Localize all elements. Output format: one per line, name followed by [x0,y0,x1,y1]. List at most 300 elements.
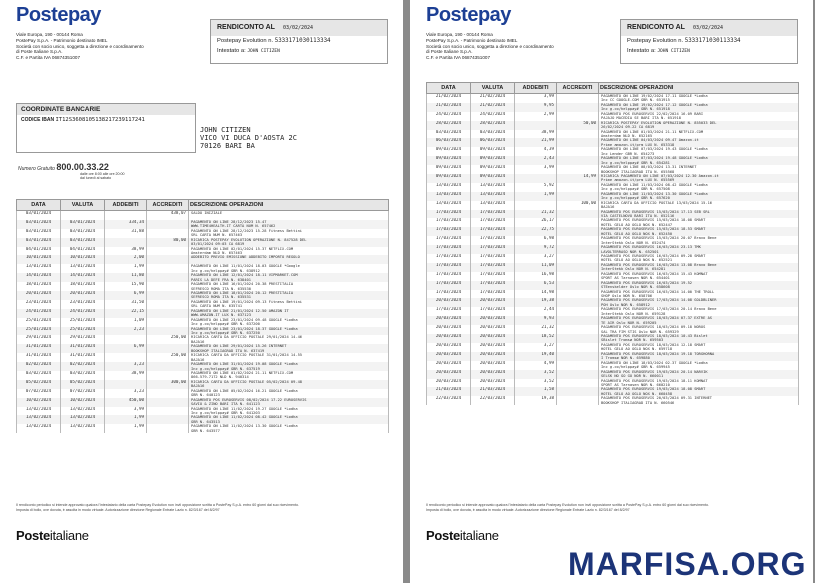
logo-regular: italiane [459,528,499,543]
table-row [427,138,799,147]
row-value-date: 31/01/2024 [61,344,105,353]
row-description-line: SAVIO & ZINO BARI ITA N. 641123 [191,402,260,407]
table-header [17,200,389,211]
row-debit: 3,52 [515,379,557,388]
row-date: 13/02/2024 [17,415,61,424]
row-date: 21/03/2024 [427,387,471,396]
row-value-date: 17/03/2024 [471,218,515,227]
row-credit [147,291,189,300]
row-description-line: PAGAMENTO POS EUROSERVIS 19/03/2024 18.08 SMART [601,387,706,392]
row-description [599,138,799,147]
row-value-date: 20/03/2024 [471,352,515,361]
table-row [427,94,799,103]
row-description [189,424,389,433]
report-date: 03/02/2024 [692,25,724,31]
row-description-line: PAGAMENTO ON LINE 16/01/2024 20.38 PRESTITALIA [191,282,294,287]
table-row [17,398,389,407]
row-description-line: PAGAMENTO ON LINE 01/02/2024 21.11 NETFLIX.COM [191,371,294,376]
legal-note [16,503,388,512]
row-description-line: PAGAMENTO POS EUROSERVIS 18/03/2024 07.37 EXTRE AS [601,316,713,321]
row-description-line: PAGAMENTO ON LINE 18/01/2024 20.12 PRESTITALIA [191,291,294,296]
row-credit: 250,00 [147,335,189,344]
table-row [17,362,389,371]
row-date: 23/01/2024 [17,300,61,309]
row-description [599,192,799,201]
postepay-logo: Postepay [426,4,511,26]
table-row [17,335,389,344]
row-debit [105,380,147,389]
table-row [17,291,389,300]
row-description [189,407,389,416]
row-description-line: RICARICA CARTA DA UFFICIO POSTALE 13/03/2024 15.16 [601,200,713,205]
row-description-line: Prime amazon.it/prm LUX N. 655569 [601,178,675,183]
table-row [427,361,799,370]
row-credit [557,272,599,281]
row-credit [147,318,189,327]
row-debit [105,238,147,247]
row-date: 13/03/2024 [427,192,471,201]
row-description-line: PAGAMENTO POS EUROSERVIS 18/03/2024 19.18 TORGHORNA [601,351,715,356]
table-row [17,300,389,309]
table-row [17,229,389,238]
table-row [427,236,799,245]
row-credit [557,165,599,174]
row-description-line: SEFRESCO ROMA ITA N. 635530 [191,286,251,291]
transactions-table [16,199,389,433]
row-date: 20/03/2024 [427,352,471,361]
row-debit: 3,99 [515,165,557,174]
row-description [599,174,799,183]
table-row [17,255,389,264]
row-debit: 11,09 [515,263,557,272]
row-debit: 9,72 [515,245,557,254]
row-date: 31/01/2024 [17,353,61,362]
row-debit: 1,09 [105,318,147,327]
issuer-address-line: Società con socio unico, soggetta a direzione e coordinamento [426,43,554,49]
row-value-date: 22/03/2024 [471,396,515,405]
row-date: 25/01/2024 [17,318,61,327]
row-credit [557,379,599,388]
row-description-line: Inc g.co/helppay# GBR N. 637200 [191,322,260,327]
row-description-line: SELSK NO GO GO NOR N. 660011 [601,374,664,379]
row-credit [557,138,599,147]
row-description [599,370,799,379]
row-debit: 21,99 [515,138,557,147]
issuer-address-line: Società con socio unico, soggetta a direzione e coordinamento [16,43,144,49]
table-row [17,273,389,282]
row-date: 20/03/2024 [427,298,471,307]
table-row [17,238,389,247]
row-date: 17/03/2024 [427,210,471,219]
row-date: 18/01/2024 [17,282,61,291]
row-value-date: 03/02/2024 [61,371,105,380]
row-description-line: SBislet Tromsø NOR N. 659503 [601,338,664,343]
row-description-line: PAGAMENTO POS EUROSERVIS 16/03/2024 09.28 SMART [601,254,706,259]
holder-label: Intestato a: [627,48,656,54]
row-value-date: 17/03/2024 [471,210,515,219]
table-row [17,318,389,327]
issuer-address [426,32,576,61]
logo-regular: italiane [49,528,89,543]
row-date: 14/01/2024 [17,273,61,282]
table-row [17,309,389,318]
table-row [17,282,389,291]
row-value-date: 13/02/2024 [61,424,105,433]
holder-name: JOHN CITIZEN [657,49,690,54]
row-debit: 6,99 [105,344,147,353]
report-title [211,20,387,36]
table-row [17,344,389,353]
row-description-line: HOTEL GELO AO OGLO NOX N. 659718 [601,347,673,352]
row-value-date: 03/01/2024 [61,238,105,247]
row-debit: 9,95 [515,103,557,112]
row-date: 17/03/2024 [427,290,471,299]
table-row [427,281,799,290]
table-row [17,220,389,229]
row-date: 31/01/2024 [17,344,61,353]
row-value-date: 20/03/2024 [471,361,515,370]
row-debit: 38,99 [105,247,147,256]
row-description-line: RICARICA CARTA DA UFFICIO POSTALE 29/01/2024 14.46 [191,335,303,340]
row-credit [147,344,189,353]
row-value-date: 24/01/2024 [61,309,105,318]
row-date: 24/02/2024 [427,112,471,121]
table-row [17,371,389,380]
row-debit: 15,90 [105,282,147,291]
row-credit [147,415,189,424]
row-description [599,263,799,272]
table-row [427,316,799,325]
row-description-line: SPORT AS Tarnasen NOR N. 654401 [601,276,670,281]
row-credit [147,273,189,282]
row-description-line: PAGAMENTO POS EUROSERVIS 15/03/2024 17.13 SEB SRL [601,209,710,214]
row-credit: 50,00 [557,121,599,130]
row-description-line: GBR N. 640123 [191,393,220,398]
row-description-line: PAGAMENTO ON LINE 01/03/2024 21.11 NETFLIX.COM [601,129,704,134]
row-value-date: 13/02/2024 [61,415,105,424]
row-value-date: 20/03/2024 [471,334,515,343]
row-description-line: Amsterdam NLD N. 657463 [191,250,243,255]
bank-coordinates-box [16,103,196,153]
row-value-date: 10/01/2024 [61,255,105,264]
statement-page-2 [410,0,813,583]
row-value-date: 20/03/2024 [471,370,515,379]
card-label: Postepay Evolution n. [217,38,274,44]
row-credit [147,389,189,398]
card-number: 5333171030113334 [684,38,741,44]
row-debit: 3,23 [105,362,147,371]
tollfree-label: Numero Gratuito [18,166,55,172]
row-description-line: PAGAMENTO ON LINE 11/02/2024 08.42 GOOGLE *Lodha [191,415,298,420]
row-description-line: HOTEL GELO AO OGLO NOX N. 652521 [601,258,673,263]
row-description-line: PAGAMENTO POS EUROSERVIS 17/03/2024 20.14 Bravo Bene [601,307,717,312]
row-debit [515,201,557,210]
row-description-line: RICARICA POSTEPAY EVOLUTION OPERAZIONE N. 855033 DEL [601,120,717,125]
row-date: 20/03/2024 [427,361,471,370]
row-date: 17/03/2024 [427,245,471,254]
row-value-date: 21/02/2024 [471,103,515,112]
table-row [17,415,389,424]
table-row [427,218,799,227]
row-credit [557,334,599,343]
row-description-line: PAGAMENTO ON LINE 29/01/2024 15.26 INTERNET [191,344,287,349]
row-description-line: Inc g.co/helppay# GBR N. 657620 [601,196,670,201]
recipient-line: VICO VI DUCA D'AOSTA 2C [200,134,297,142]
row-debit: 1,58 [515,387,557,396]
row-description-line: PAGAMENTO ON LINE 05/02/2024 16.21 GOOGLE *Lodha [191,388,298,393]
row-description-line: BAJA16 [191,384,205,389]
row-description [599,236,799,245]
row-value-date: 20/03/2024 [471,325,515,334]
table-row [427,290,799,299]
row-credit [557,343,599,352]
row-description-line: 866-579-7172 NLD N. 940314 [191,375,249,380]
row-description-line: SRL CARTA NUM N. 657463 [191,233,243,238]
row-value-date: 31/01/2024 [61,353,105,362]
row-date: 09/03/2024 [427,165,471,174]
row-description-line: PAGAMENTO ON LINE 28/12/2023 15.47 [191,219,267,224]
row-credit [147,327,189,336]
row-description-line: PAGAMENTO ON LINE 12/01/2024 18.11 VIPMARKET.COM [191,273,298,278]
table-row [427,174,799,183]
row-debit: 6,99 [105,291,147,300]
row-credit [557,325,599,334]
row-description-line: I Tromsø NOR N. 659880 [601,356,650,361]
row-description-line: RICARICA POSTEPAY EVOLUTION OPERAZIONE N. 847528 DEL [191,237,307,242]
logo-bold: Poste [426,528,460,543]
row-date: 20/03/2024 [427,343,471,352]
row-value-date: 29/01/2024 [61,335,105,344]
row-description [599,201,799,210]
row-description-line: PAGAMENTO POS EUROSERVIS 18/03/2024 12.18 SMART [601,342,706,347]
row-date: 09/03/2024 [427,147,471,156]
row-description-line: SAL TRA FIM STIS Oslo NOR N. 659329 [601,329,679,334]
row-description [189,371,389,380]
issuer-address-line: Viale Europa, 190 - 00144 Roma [16,32,83,37]
row-description [599,298,799,307]
row-credit [147,247,189,256]
row-debit: 19,40 [515,352,557,361]
row-description-line: PAGAMENTO ON LINE 11/01/2024 18.03 GOOGLE *Google [191,264,300,269]
row-credit [147,300,189,309]
row-value-date: 02/02/2024 [61,362,105,371]
row-date: 17/03/2024 [427,272,471,281]
row-credit [557,218,599,227]
legal-note [426,503,798,512]
table-row [427,387,799,396]
report-box [210,19,388,64]
col-data: DATA [17,200,61,211]
row-debit: 18,52 [515,334,557,343]
row-credit [557,227,599,236]
row-credit: 250,00 [147,353,189,362]
row-description-line: PAGAMENTO POS EUROSERVIS 19/03/2024 20.14 NARVIK [601,369,708,374]
row-debit: 22,75 [515,227,557,236]
holder-label: Intestato a: [217,48,246,54]
row-description [189,362,389,371]
row-description [189,291,389,300]
row-value-date: 17/03/2024 [471,307,515,316]
row-description-line: PAJAJO MACEDIA SE BARI ITA N. 651918 [601,116,681,121]
row-debit [105,211,147,220]
row-value-date: 28/02/2024 [471,121,515,130]
row-date: 10/02/2024 [17,398,61,407]
table-row [427,183,799,192]
row-description-line: PAGAMENTO ON LINE 23/01/2024 18.37 GOOGLE *Lodha [191,326,298,331]
holder-line [621,46,797,56]
col-descrizione: DESCRIZIONE OPERAZIONI [189,200,389,211]
table-row [17,424,389,433]
row-value-date: 17/03/2024 [471,290,515,299]
row-description-line: 26/02/2024 09.22 CA 6819 [601,125,655,130]
row-debit: 2,23 [105,327,147,336]
table-row [427,379,799,388]
table-row [427,103,799,112]
table-row [17,380,389,389]
row-description-line: SALDO INIZIALE [191,211,223,215]
row-description-line: LAVOLTERRASO NOR N. 652501 [601,249,659,254]
row-description-line: PAGAMENTO ON LINE 11/03/2024 13.30 GOOGLE *Lodha [601,191,708,196]
row-description [599,245,799,254]
row-credit [557,94,599,103]
row-description-line: PAGAMENTO ON LINE 19/02/2024 17.12 GOOGLE *Lodha [601,102,708,107]
issuer-address-line: PostePay S.p.A. - Patrimonio destinato IMEL [16,37,108,43]
row-description-line: VIA CASTELNOVO BARI ITA N. 652116 [601,213,675,218]
row-value-date: 03/01/2024 [61,229,105,238]
row-description-line: PAGAMENTO POS EUROSERVIS 19/03/2024 18.11 KOMNAT [601,378,708,383]
row-description [189,309,389,318]
row-date: 20/03/2024 [427,325,471,334]
recipient-line: 70126 BARI BA [200,142,255,150]
report-box [620,19,798,64]
holder-line [211,46,387,56]
row-description-line: Inc g.co/helppay# GBR N. 637519 [191,366,260,371]
row-value-date: 18/01/2024 [61,282,105,291]
row-description [599,325,799,334]
col-valuta: VALUTA [471,83,515,94]
table-row [427,112,799,121]
row-debit: 2,00 [105,255,147,264]
row-debit: 16,98 [515,272,557,281]
card-line [211,36,387,46]
table-row [427,396,799,405]
row-credit [557,236,599,245]
row-date: 09/03/2024 [427,156,471,165]
row-credit [557,298,599,307]
table-header [427,83,799,94]
row-description [599,316,799,325]
row-description [599,352,799,361]
row-description-line: PAGAMENTO ON LINE 21/01/2024 12.50 AMAZON IT [191,308,289,313]
row-description [189,300,389,309]
card-label: Postepay Evolution n. [627,38,684,44]
row-description [189,398,389,407]
tollfree-number: 800.00.33.22 [56,162,109,172]
row-description-line: PAGAMENTO POS EUROSERVIS 18/03/2024 09.18 NOROS [601,325,706,330]
row-value-date: 09/03/2024 [471,156,515,165]
table-row [427,272,799,281]
row-value-date: 09/03/2024 [471,147,515,156]
issuer-address-line: PostePay S.p.A. - Patrimonio destinato IMEL [426,37,518,43]
row-date: 17/03/2024 [427,236,471,245]
report-title-label: RENDICONTO AL [217,24,275,31]
row-description-line: PAGAMENTO ON LINE 07/03/2024 19.48 GOOGLE *Lodha [601,156,708,161]
row-value-date: 09/03/2024 [471,165,515,174]
row-value-date: 03/01/2024 [61,220,105,229]
row-debit: 2,99 [515,112,557,121]
row-description-line: PAGAMENTO POS EUROSERVIS 15/03/2024 18.53 SMART [601,227,706,232]
row-credit [147,424,189,433]
row-debit: 14,98 [515,290,557,299]
row-debit: 1,99 [515,192,557,201]
row-value-date [61,211,105,220]
row-date: 20/03/2024 [427,316,471,325]
col-accrediti: ACCREDITI [147,200,189,211]
row-value-date: 17/03/2024 [471,263,515,272]
row-description [599,281,799,290]
row-debit: 26,17 [515,218,557,227]
issuer-address [16,32,166,61]
row-value-date: 13/03/2024 [471,192,515,201]
row-date: 17/03/2024 [427,281,471,290]
row-value-date: 14/01/2024 [61,273,105,282]
row-description-line: Inc g.co/helppay# GBR N. 638912 [191,268,260,273]
row-credit [557,316,599,325]
row-description [189,229,389,238]
row-debit: 19,38 [515,396,557,405]
tollfree-hours: dalle ore 8:00 alle ore 20:00 [80,172,125,176]
row-date: 03/01/2024 [17,229,61,238]
row-value-date: 03/03/2024 [471,130,515,139]
row-date: 20/03/2024 [427,379,471,388]
row-description [599,130,799,139]
row-description [189,353,389,362]
row-description-line: PAGAMENTO ON LINE 11/03/2024 08.42 GOOGLE *Lodha [601,182,708,187]
row-debit: 3,52 [515,370,557,379]
poste-italiane-logo [426,528,499,543]
row-date: 17/03/2024 [427,254,471,263]
row-credit [147,362,189,371]
row-date: 13/02/2024 [17,424,61,433]
bank-title: COORDINATE BANCARIE [17,104,195,115]
legal-note-line: Imposta di bollo, ove dovuta, è assolta in modo virtuale. Autorizzazione direzione Regionale Entrate Lazio n. 82/3/167 del 8/2/97 [16,507,220,512]
row-description [599,387,799,396]
row-debit [515,174,557,183]
row-date: 02/02/2024 [17,362,61,371]
row-credit [147,398,189,407]
row-debit: 5,92 [515,183,557,192]
row-description-line: PAGAMENTO POS EUROSERVIS 20/03/2024 09.31 INTERNET [601,396,713,401]
row-description [599,121,799,130]
row-credit: 438,07 [147,211,189,220]
row-value-date: 13/03/2024 [471,201,515,210]
row-debit: 3,99 [105,407,147,416]
row-debit: 21,32 [515,325,557,334]
row-value-date: 04/01/2024 [61,247,105,256]
row-description [189,344,389,353]
row-description [599,94,799,103]
row-description [599,165,799,174]
row-description-line: BAJA16 [601,205,615,210]
row-debit: 38,99 [105,371,147,380]
iban-line [17,115,195,125]
table-row [17,211,389,220]
row-description-line: RICARICA CARTA DA UFFICIO POSTALE 31/01/2024 14.55 [191,353,303,358]
row-debit: 6,53 [515,281,557,290]
recipient-address [200,126,297,150]
row-date: 03/01/2024 [17,211,61,220]
holder-name: JOHN CITIZEN [247,49,280,54]
